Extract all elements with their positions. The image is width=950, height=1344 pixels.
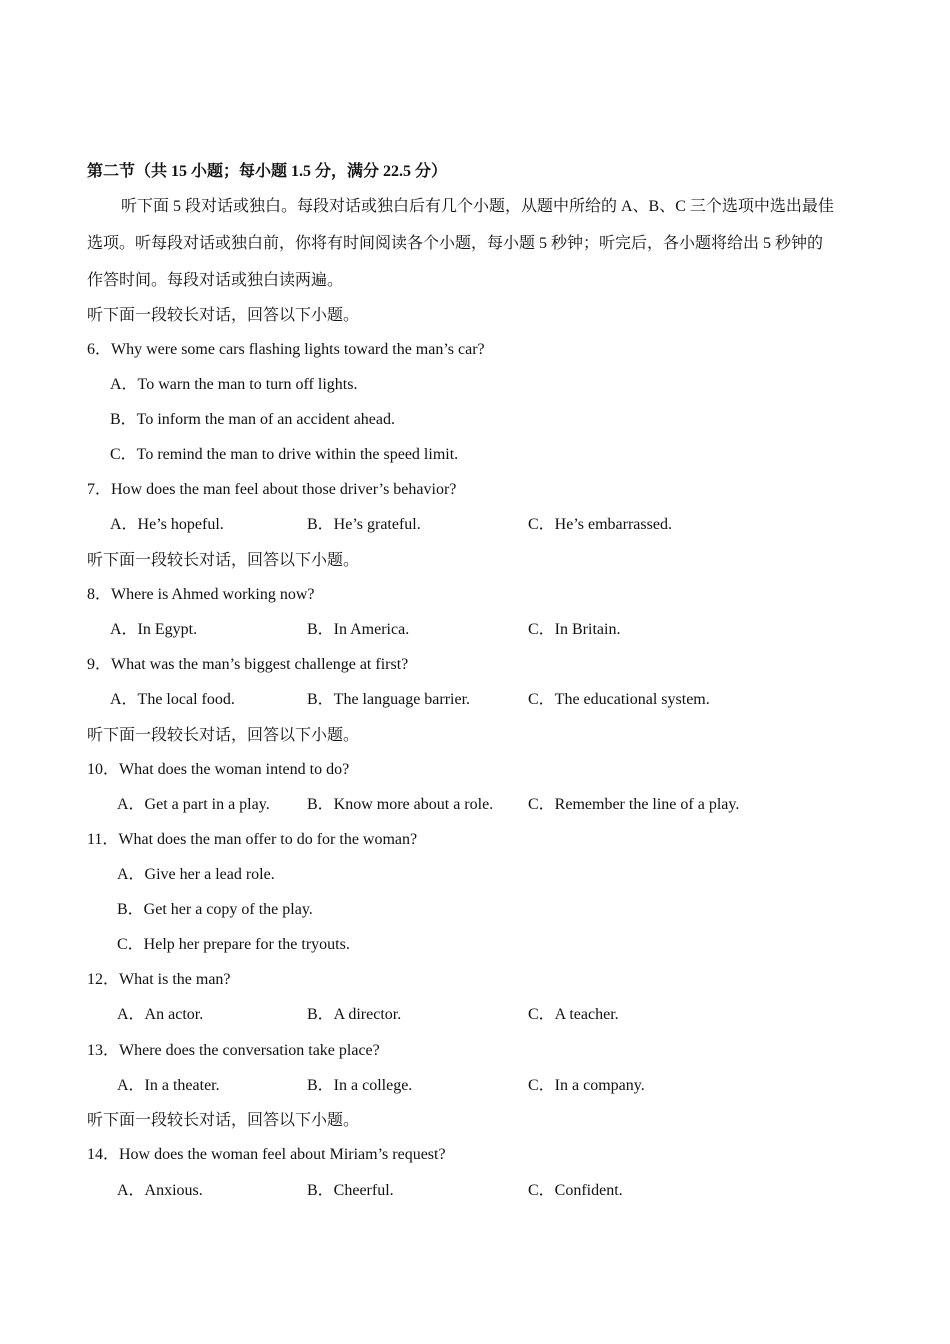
question-14-option-c: C．Confident.	[528, 1182, 623, 1199]
question-8-option-b: B．In America.	[307, 621, 410, 638]
question-13-stem: 13．Where does the conversation take place?	[87, 1042, 380, 1059]
question-12-option-b: B．A director.	[307, 1006, 402, 1023]
dialogue-intro: 听下面一段较长对话，回答以下小题。	[87, 552, 360, 569]
question-14-option-b: B．Cheerful.	[307, 1182, 394, 1199]
question-11-option-a: A．Give her a lead role.	[117, 866, 275, 883]
question-14-option-a: A．Anxious.	[117, 1182, 203, 1199]
dialogue-intro: 听下面一段较长对话，回答以下小题。	[87, 307, 360, 324]
question-8-option-a: A．In Egypt.	[110, 621, 198, 638]
dialogue-intro: 听下面一段较长对话，回答以下小题。	[87, 727, 360, 744]
question-11-option-b: B．Get her a copy of the play.	[117, 901, 313, 918]
question-10-option-c: C．Remember the line of a play.	[528, 796, 740, 813]
question-8-option-c: C．In Britain.	[528, 621, 621, 638]
question-12-option-a: A．An actor.	[117, 1006, 204, 1023]
question-10-stem: 10．What does the woman intend to do?	[87, 761, 350, 778]
question-7-stem: 7．How does the man feel about those driver’s behavior?	[87, 481, 457, 498]
question-9-stem: 9．What was the man’s biggest challenge at first?	[87, 656, 409, 673]
instructions-line-1: 听下面 5 段对话或独白。每段对话或独白后有几个小题，从题中所给的 A、B、C 三个选项中选出最佳	[121, 198, 834, 215]
question-8-stem: 8．Where is Ahmed working now?	[87, 586, 315, 603]
section-heading: 第二节（共 15 小题；每小题 1.5 分，满分 22.5 分）	[87, 163, 448, 180]
question-12-stem: 12．What is the man?	[87, 971, 231, 988]
question-10-option-b: B．Know more about a role.	[307, 796, 494, 813]
question-11-option-c: C．Help her prepare for the tryouts.	[117, 936, 350, 953]
instructions-line-2: 选项。听每段对话或独白前，你将有时间阅读各个小题，每小题 5 秒钟；听完后，各小题将给出 5 秒钟的	[87, 235, 824, 252]
question-6-option-a: A．To warn the man to turn off lights.	[110, 376, 358, 393]
question-11-stem: 11．What does the man offer to do for the woman?	[87, 831, 418, 848]
question-6-option-c: C．To remind the man to drive within the speed limit.	[110, 446, 459, 463]
question-14-stem: 14．How does the woman feel about Miriam’s request?	[87, 1146, 446, 1163]
question-10-option-a: A．Get a part in a play.	[117, 796, 270, 813]
question-7-option-c: C．He’s embarrassed.	[528, 516, 672, 533]
instructions-line-3: 作答时间。每段对话或独白读两遍。	[87, 272, 344, 289]
question-13-option-a: A．In a theater.	[117, 1077, 220, 1094]
question-7-option-a: A．He’s hopeful.	[110, 516, 224, 533]
question-12-option-c: C．A teacher.	[528, 1006, 619, 1023]
question-9-option-a: A．The local food.	[110, 691, 235, 708]
question-7-option-b: B．He’s grateful.	[307, 516, 421, 533]
question-6-stem: 6．Why were some cars flashing lights toward the man’s car?	[87, 341, 485, 358]
question-9-option-b: B．The language barrier.	[307, 691, 471, 708]
question-13-option-b: B．In a college.	[307, 1077, 413, 1094]
question-6-option-b: B．To inform the man of an accident ahead.	[110, 411, 396, 428]
dialogue-intro: 听下面一段较长对话，回答以下小题。	[87, 1112, 360, 1129]
question-13-option-c: C．In a company.	[528, 1077, 645, 1094]
question-9-option-c: C．The educational system.	[528, 691, 710, 708]
